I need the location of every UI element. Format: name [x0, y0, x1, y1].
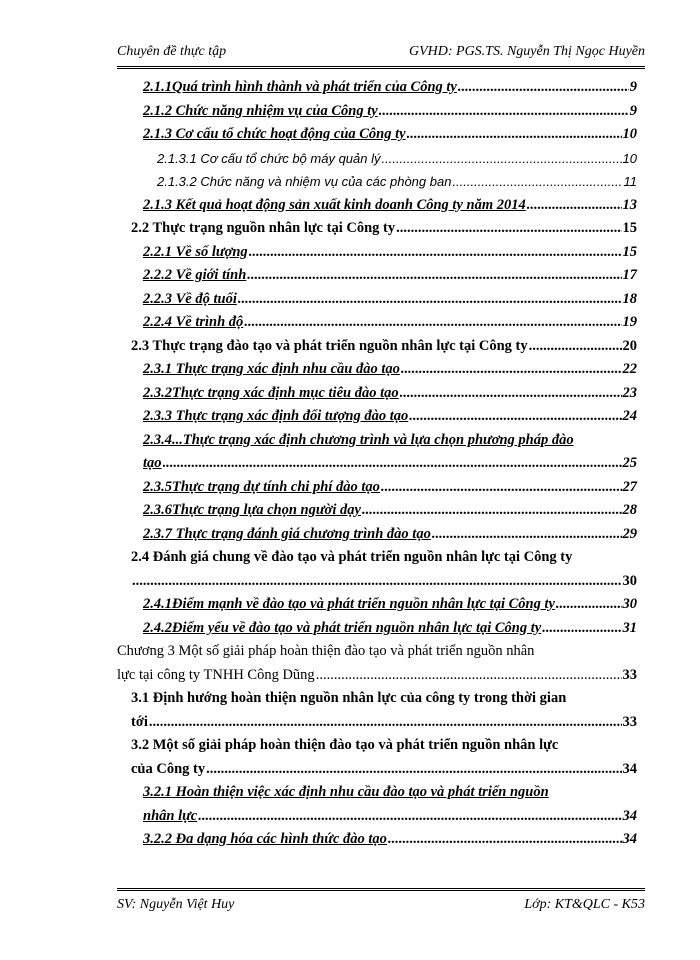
- toc-entry-title: 2.3.3 Thực trạng xác định đối tượng đào tạo: [143, 408, 409, 424]
- toc-entry[interactable]: [117, 264, 637, 288]
- toc-entry[interactable]: [117, 311, 637, 335]
- toc-leader: [409, 405, 621, 429]
- toc-entry[interactable]: [117, 358, 637, 382]
- toc-entry-title: 2.1.1Quá trình hình thành và phát triển của Công ty: [143, 79, 457, 95]
- toc-entry-page: 9: [629, 79, 637, 95]
- toc-entry-page: 20: [622, 337, 637, 354]
- toc-entry[interactable]: [117, 593, 637, 617]
- toc-entry-page: 29: [622, 525, 637, 542]
- table-of-contents: [117, 76, 637, 852]
- toc-entry-title-continuation: lực tại công ty TNHH Công Dũng: [117, 666, 315, 683]
- toc-entry[interactable]: [117, 781, 637, 828]
- toc-entry-page: 27: [622, 478, 637, 495]
- header-supervisor: GVHD: PGS.TS. Nguyễn Thị Ngọc Huyền: [408, 44, 645, 59]
- toc-leader: [382, 147, 622, 171]
- toc-leader: [206, 758, 621, 782]
- toc-entry-page: 9: [629, 102, 637, 119]
- toc-entry-title: 2.3.4...Thực trạng xác định chương trình và lựa chọn phương pháp đào: [143, 431, 574, 448]
- toc-entry-title: 3.2.2 Đa dạng hóa các hình thức đào tạo: [143, 831, 387, 847]
- toc-leader: [542, 617, 621, 641]
- toc-entry-page: 34: [622, 760, 637, 777]
- toc-leader: [396, 217, 621, 241]
- toc-leader: [379, 100, 629, 124]
- footer-class: Lớp: KT&QLC - K53: [524, 897, 645, 912]
- toc-leader: [132, 570, 622, 594]
- toc-leader: [432, 523, 622, 547]
- toc-entry-title: 2.3.2Thực trạng xác định mục tiêu đào tạo: [143, 384, 399, 401]
- toc-entry-page: 10: [622, 126, 637, 142]
- toc-entry[interactable]: [117, 476, 637, 500]
- toc-entry-title: 2.1.3.1 Cơ cấu tổ chức bộ máy quản lý: [157, 150, 381, 166]
- toc-entry[interactable]: [117, 687, 637, 734]
- toc-entry[interactable]: [117, 217, 637, 241]
- toc-entry-title: 2.4.2Điểm yếu về đào tạo và phát triển nguồn nhân lực tại Công ty: [143, 619, 542, 636]
- toc-leader: [527, 194, 622, 218]
- toc-entry-page: 30: [622, 596, 637, 612]
- toc-leader: [238, 288, 622, 312]
- toc-entry[interactable]: [117, 499, 637, 523]
- toc-entry-page: 33: [622, 666, 637, 683]
- toc-entry-page: 24: [622, 408, 637, 424]
- toc-entry-title: 2.4 Đánh giá chung về đào tạo và phát triển nguồn nhân lực tại Công ty: [131, 549, 573, 565]
- toc-entry-title: 2.3.1 Thực trạng xác định nhu cầu đào tạo: [143, 361, 400, 377]
- toc-entry-page: 34: [622, 807, 637, 824]
- toc-entry[interactable]: [117, 405, 637, 429]
- page-header: [117, 44, 645, 69]
- toc-entry[interactable]: [117, 123, 637, 147]
- toc-entry-title: 2.1.3.2 Chức năng và nhiệm vụ của các phòng ban: [157, 174, 452, 189]
- toc-leader: [407, 123, 622, 147]
- toc-leader: [163, 452, 622, 476]
- toc-leader: [362, 499, 622, 523]
- toc-entry-page: 18: [622, 290, 637, 307]
- toc-entry[interactable]: [117, 241, 637, 265]
- toc-entry-title: Chương 3 Một số giải pháp hoàn thiện đào tạo và phát triển nguồn nhân: [117, 643, 535, 659]
- toc-entry[interactable]: [117, 828, 637, 852]
- toc-entry-page: 30: [622, 572, 637, 589]
- toc-entry-title: 2.3.7 Thực trạng đánh giá chương trình đào tạo: [143, 525, 431, 542]
- toc-entry[interactable]: [117, 640, 637, 687]
- toc-entry-title: 2.3.5Thực trạng dự tính chi phí đào tạo: [143, 478, 380, 495]
- toc-entry-title: 2.4.1Điểm mạnh về đào tạo và phát triển nguồn nhân lực tại Công ty: [143, 596, 555, 612]
- toc-entry-title: 2.2.4 Về trình độ: [143, 314, 244, 330]
- toc-entry-page: 28: [622, 502, 637, 518]
- toc-leader: [452, 170, 622, 194]
- toc-entry-title: 2.1.3 Kết quả hoạt động sản xuất kinh doanh Công ty năm 2014: [143, 196, 526, 213]
- footer-student-name: SV: Nguyễn Việt Huy: [117, 897, 235, 912]
- toc-entry-title: 2.2.2 Về giới tính: [143, 267, 247, 283]
- toc-entry-title: 2.3.6Thực trạng lựa chọn người dạy: [143, 502, 361, 518]
- toc-entry-title: 2.2 Thực trạng nguồn nhân lực tại Công ty: [131, 220, 396, 236]
- toc-entry[interactable]: [117, 382, 637, 406]
- toc-entry-title: 2.2.3 Về độ tuổi: [143, 290, 237, 307]
- toc-entry-page: 17: [622, 267, 637, 283]
- toc-entry-title: 3.2 Một số giải pháp hoàn thiện đào tạo và phát triển nguồn nhân lực: [131, 737, 559, 753]
- toc-entry[interactable]: [117, 546, 637, 593]
- toc-entry-title: 3.2.1 Hoàn thiện việc xác định nhu cầu đào tạo và phát triển nguồn: [143, 784, 549, 800]
- toc-entry-page: 33: [622, 713, 637, 730]
- toc-entry-title: 3.1 Định hướng hoàn thiện nguồn nhân lực của công ty trong thời gian: [131, 690, 567, 706]
- toc-entry-title-continuation: tạo: [143, 455, 162, 471]
- toc-entry-page: 15: [622, 243, 637, 260]
- toc-entry[interactable]: [117, 617, 637, 641]
- toc-entry[interactable]: [117, 288, 637, 312]
- toc-leader: [249, 241, 622, 265]
- toc-leader: [401, 358, 622, 382]
- toc-entry-title-continuation: của Công ty: [131, 760, 206, 777]
- toc-entry[interactable]: [117, 523, 637, 547]
- toc-entry-title: 2.3 Thực trạng đào tạo và phát triển nguồn nhân lực tại Công ty: [131, 337, 528, 354]
- toc-entry[interactable]: [117, 194, 637, 218]
- toc-leader: [316, 664, 622, 688]
- toc-entry[interactable]: [117, 147, 637, 171]
- toc-entry[interactable]: [117, 429, 637, 476]
- toc-leader: [388, 828, 622, 852]
- toc-entry[interactable]: [117, 170, 637, 194]
- toc-entry-page: 31: [622, 619, 637, 636]
- toc-leader: [247, 264, 621, 288]
- toc-entry-title: 2.1.3 Cơ cấu tổ chức hoạt động của Công ty: [143, 126, 406, 142]
- toc-entry-page: 25: [622, 455, 637, 471]
- toc-entry[interactable]: [117, 335, 637, 359]
- toc-entry-page: 13: [622, 196, 637, 213]
- toc-entry-title: 2.2.1 Về số lượng: [143, 243, 248, 260]
- toc-entry-title-continuation: tới: [131, 713, 148, 730]
- toc-entry-title: 2.1.2 Chức năng nhiệm vụ của Công ty: [143, 102, 378, 119]
- toc-leader: [381, 476, 622, 500]
- toc-leader: [198, 805, 621, 829]
- toc-entry-page: 11: [623, 174, 637, 189]
- toc-entry-page: 15: [622, 220, 637, 236]
- toc-entry-title-continuation: nhân lực: [143, 807, 198, 824]
- toc-leader: [400, 382, 622, 406]
- toc-entry-page: 22: [622, 361, 637, 377]
- page-footer: [117, 888, 645, 919]
- toc-entry[interactable]: [117, 76, 637, 100]
- toc-leader: [529, 335, 622, 359]
- toc-entry[interactable]: [117, 734, 637, 781]
- toc-entry-page: 19: [622, 314, 637, 330]
- toc-entry-page: 23: [622, 384, 637, 401]
- toc-entry-page: 10: [622, 150, 637, 166]
- toc-leader: [458, 76, 629, 100]
- toc-leader: [244, 311, 621, 335]
- toc-entry[interactable]: [117, 100, 637, 124]
- toc-leader: [556, 593, 622, 617]
- toc-entry-page: 34: [622, 831, 637, 847]
- header-course-title: Chuyên đề thực tập: [117, 44, 227, 59]
- toc-leader: [149, 711, 622, 735]
